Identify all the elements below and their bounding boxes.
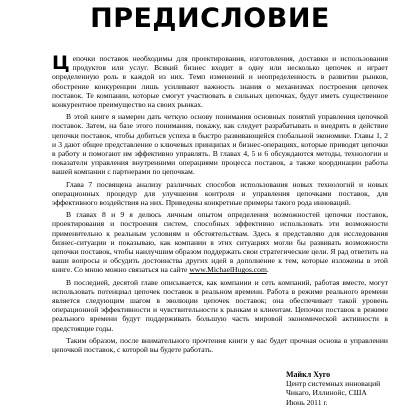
paragraph-3: Глава 7 посвящена анализу различных способов использования новых технологий и новых операционных процедур для улучшения контроля и управления цепочками поставок, для эффективного воздействия на них. Приведены конкретные примеры такого рода инноваций. — [52, 179, 388, 208]
paragraph-4-end: . — [266, 265, 269, 275]
paragraph-6: Таким образом, после внимательного прочтения книги у вас будет прочная основа в управлении цепочкой поставок, с которой вы будете работать. — [52, 335, 388, 355]
author-location: Чикаго, Иллинойс, США — [286, 388, 367, 398]
paragraph-5: В последней, десятой главе описывается, как компании и сеть компаний, работая вместе, могут использовать потенциал цепочек поставок в реальном времени. Работа в режиме реального времени является следующим шагом в эволюции цепочек поставок; она обеспечивает такой уровень операционной эффективности и чувствительности к рынкам и клиентам. Цепочки поставок в режиме реального времени будут поддерживать большую часть мировой экономической активности в предстоящие годы. — [52, 277, 388, 333]
website-link[interactable]: www.MichaelHugos.com — [189, 265, 267, 275]
paragraph-4 — [52, 210, 388, 274]
signature-date: Июнь 2011 г. — [286, 397, 328, 407]
paragraph-2: В этой книге я намерен дать четкую основу понимания основных понятий управления цепочкой поставок. Затем, на базе этого понимания, покажу, как следует разрабатывать и внедрять в действие цепочки поставок, чтобы добиться успеха в быстро развивающейся глобальной экономике. Главы 1, 2 и 3 дают общее представление о ключевых принципах и бизнес-операциях, которые приводят цепочки в работу и помогают им эффективно управлять. В главах 4, 5 и 6 обсуждаются методы, технологии и показатели управления внутренними операциями процесса поставок, а также координации работы вашей компании с партнерами по цепочкам. — [52, 112, 388, 177]
signature-block — [286, 370, 412, 407]
preface-body — [52, 54, 388, 354]
paragraph-4-text: В главах 8 и 9 я делюсь личным опытом определения возможностей цепочки поставок, проектирования и построения систем, способных эффективно использовать эти возможности применительно к реальным условиям и обстоятельствам. Здесь я представляю для исследования бизнес-ситуации и показываю, как компании в этих ситуациях могли бы развивать возможности цепочки поставок, чтобы наилучшим образом поддержать свои стратегические цели. Я рад ответить на ваши вопросы и обсудить достоинства других идей в дополнение к тем, которые изложены в этой книге. Со мною можно связаться на сайте — [52, 210, 388, 275]
author-affiliation: Центр системных инноваций — [286, 379, 381, 389]
drop-cap: Ц — [52, 52, 70, 74]
paragraph-1-text: епочки поставок необходимы для проектирования, изготовления, доставки и использования продуктов или услуг. Всякий бизнес входит в одну или несколько цепочек и играет определенную роль в каждой из них. Темп изменений и неопределенность в развитии рынков, обострение конкуренции лишь усиливают важность знания о механизмах построения цепочек поставок. Те компании, которые смогут участвовать в сильных цепочках, будут иметь существенное конкурентное преимущество на своих рынках. — [52, 54, 388, 110]
paragraph-1 — [52, 54, 388, 109]
author-name: Майкл Хуго — [286, 370, 331, 379]
page-title: ПРЕДИСЛОВИЕ — [90, 3, 330, 34]
